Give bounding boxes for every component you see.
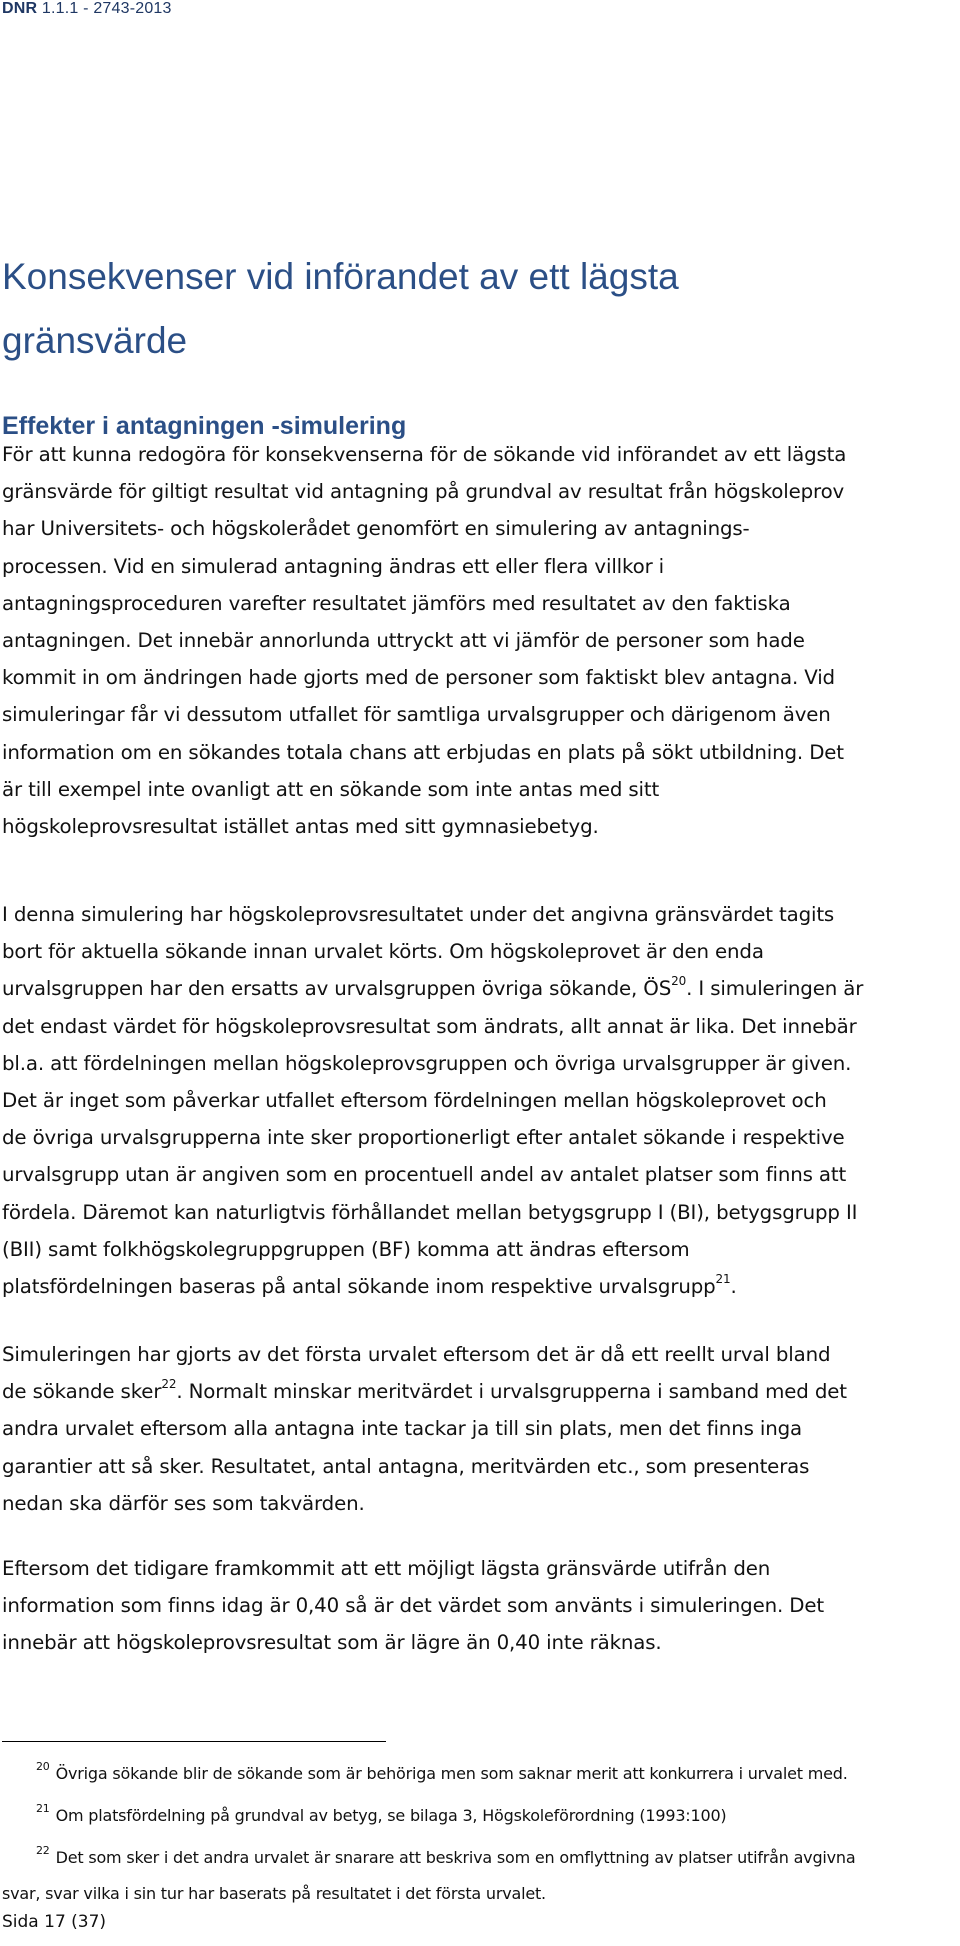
text-line: Det är inget som påverkar utfallet eftersom fördelningen mellan högskoleprovet och: [2, 1089, 827, 1113]
page-number: Sida 17 (37): [2, 1912, 107, 1932]
doc-label: DNR: [2, 0, 38, 17]
text-line: Eftersom det tidigare framkommit att ett möjligt lägsta gränsvärde utifrån den: [2, 1557, 771, 1580]
text-segment: . Normalt minskar meritvärdet i urvalsgrupperna i samband med det: [176, 1380, 847, 1404]
footnote-text: Övriga sökande blir de sökande som är behöriga men som saknar merit att konkurrera i urvalet med.: [55, 1764, 848, 1783]
text-line: antagningsproceduren varefter resultatet jämförs med resultatet av den faktiska: [2, 591, 791, 615]
doc-number: 1.1.1 - 2743-2013: [37, 0, 172, 17]
text-line: bort för aktuella sökande innan urvalet körts. Om högskoleprovet är den enda: [2, 940, 764, 964]
paragraph-4: [2, 1550, 957, 1662]
text-line: [2, 1268, 957, 1305]
page-title: [2, 245, 932, 373]
text-segment: platsfördelningen baseras på antal sökande inom respektive urvalsgrupp: [2, 1275, 716, 1299]
footnote-text: Det som sker i det andra urvalet är snarare att beskriva som en omflyttning av platser utifrån avgivna: [55, 1848, 856, 1867]
text-line: urvalsgrupp utan är angiven som en procentuell andel av antalet platser som finns att: [2, 1163, 847, 1187]
footnote-ref-20: 20: [671, 974, 687, 989]
text-segment: .: [730, 1275, 737, 1299]
footnote-number: 21: [36, 1802, 50, 1815]
text-line: För att kunna redogöra för konsekvenserna för de sökande vid införandet av ett lägsta: [2, 443, 847, 466]
text-segment: urvalsgruppen har den ersatts av urvalsgruppen övriga sökande, ÖS: [2, 977, 672, 1001]
paragraph-1: [2, 436, 957, 845]
text-line: det endast värdet för högskoleprovsresultat som ändrats, allt annat är lika. Det innebär: [2, 1014, 857, 1038]
footnote-ref-22: 22: [161, 1377, 177, 1392]
text-line: [2, 1373, 957, 1410]
text-segment: de sökande sker: [2, 1380, 162, 1404]
title-line-1: Konsekvenser vid införandet av ett lägsta: [2, 256, 679, 297]
paragraph-2: [2, 896, 957, 1305]
text-line: gränsvärde för giltigt resultat vid antagning på grundval av resultat från högskoleprov: [2, 480, 845, 504]
footnote-number: 22: [36, 1844, 50, 1857]
footnote-separator: [2, 1741, 386, 1742]
text-line: andra urvalet eftersom alla antagna inte tackar ja till sin plats, men det finns inga: [2, 1417, 802, 1441]
text-segment: . I simuleringen är: [686, 977, 864, 1001]
text-line: högskoleprovsresultat istället antas med sitt gymnasiebetyg.: [2, 815, 599, 839]
text-line: (BII) samt folkhögskolegruppgruppen (BF) komma att ändras eftersom: [2, 1237, 690, 1261]
text-line: innebär att högskoleprovsresultat som är lägre än 0,40 inte räknas.: [2, 1631, 662, 1655]
text-line: nedan ska därför ses som takvärden.: [2, 1491, 365, 1515]
text-line: kommit in om ändringen hade gjorts med de personer som faktiskt blev antagna. Vid: [2, 666, 835, 690]
footnote-ref-21: 21: [715, 1272, 731, 1287]
footnote-number: 20: [36, 1760, 50, 1773]
text-line: antagningen. Det innebär annorlunda uttryckt att vi jämför de personer som hade: [2, 629, 805, 653]
text-line: Simuleringen har gjorts av det första urvalet eftersom det är då ett reellt urval bland: [2, 1343, 831, 1366]
text-line: I denna simulering har högskoleprovsresultatet under det angivna gränsvärdet tagits: [2, 903, 835, 926]
footnote-text: Om platsfördelning på grundval av betyg, se bilaga 3, Högskoleförordning (1993:100): [55, 1806, 727, 1825]
text-line: de övriga urvalsgrupperna inte sker proportionerligt efter antalet sökande i respektive: [2, 1126, 845, 1150]
title-line-2: gränsvärde: [2, 320, 188, 361]
text-line: bl.a. att fördelningen mellan högskoleprovsgruppen och övriga urvalsgrupper är given.: [2, 1051, 852, 1075]
text-line: processen. Vid en simulerad antagning ändras ett eller flera villkor i: [2, 554, 665, 578]
text-line: fördela. Däremot kan naturligtvis förhållandet mellan betygsgrupp I (BI), betygsgrupp II: [2, 1200, 858, 1224]
footnote-22: [2, 1844, 957, 1869]
footnote-22-continuation: svar, svar vilka i sin tur har baserats på resultatet i det första urvalet.: [2, 1884, 546, 1903]
text-line: information som finns idag är 0,40 så är det värdet som använts i simuleringen. Det: [2, 1594, 824, 1618]
text-line: har Universitets- och högskolerådet genomfört en simulering av antagnings-: [2, 517, 750, 541]
text-line: [2, 970, 957, 1007]
footnote-20: [2, 1760, 957, 1785]
document-reference: [2, 0, 172, 18]
text-line: simuleringar får vi dessutom utfallet för samtliga urvalsgrupper och därigenom även: [2, 703, 831, 727]
text-line: information om en sökandes totala chans att erbjudas en plats på sökt utbildning. Det: [2, 740, 844, 764]
section-heading: Effekter i antagningen -simulering: [2, 412, 407, 440]
text-line: är till exempel inte ovanligt att en sökande som inte antas med sitt: [2, 777, 660, 801]
footnote-21: [2, 1802, 957, 1827]
text-line: garantier att så sker. Resultatet, antal antagna, meritvärden etc., som presenteras: [2, 1454, 810, 1478]
paragraph-3: [2, 1336, 957, 1522]
